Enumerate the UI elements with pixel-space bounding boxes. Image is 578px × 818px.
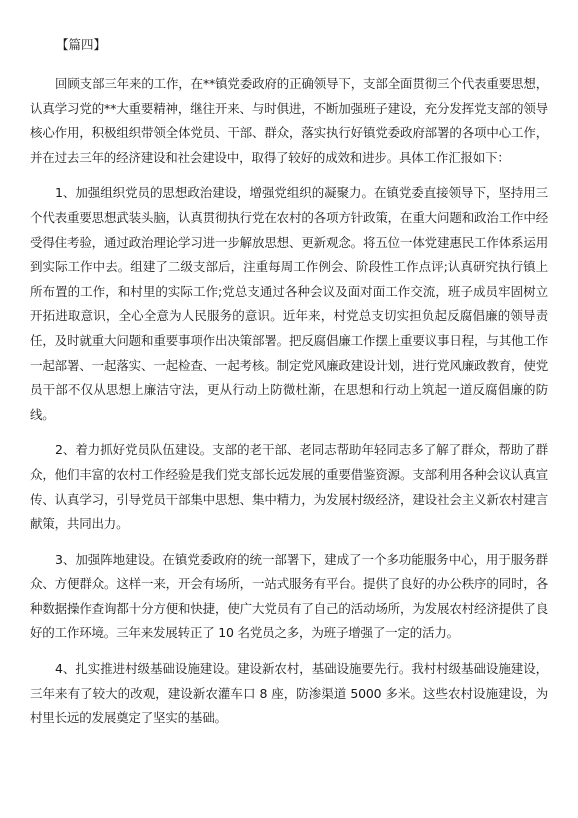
item-2-paragraph: 2、着力抓好党员队伍建设。支部的老干部、老同志帮助年轻同志多了解了群众，帮助了群众，他们丰富的农村工作经验是我们党支部长远发展的重要借鉴资源。支部利用各种会议认真宣传、认真学习，引导党员干部集中思想、集中精力，为发展村级经济，建设社会主义新农村建言献策，共同出力。 (30, 442, 548, 532)
item-1-paragraph: 1、加强组织党员的思想政治建设，增强党组织的凝聚力。在镇党委直接领导下，坚持用三个代表重要思想武装头脑，认真贯彻执行党在农村的各项方针政策，在重大问题和政治工作中经受得住考验，通过政治理论学习进一步解放思想、更新观念。将五位一体党建惠民工作体系运用到实际工作中去。组建了二级支部后，注重每周工作例会、阶段性工作点评;认真研究执行镇上所布置的工作，和村里的实际工作;党总支通过各种会议及面对面工作交流，班子成员牢固树立开拓进取意识，全心全意为人民服务的意识。近年来，村党总支切实担负起反腐倡廉的领导责任，及时就重大问题和重要事项作出决策部署。把反腐倡廉工作摆上重要议事日程，与其他工作一起部署、一起落实、一起检查、一起考核。制定党风廉政建设计划，进行党风廉政教育，使党员干部不仅从思想上廉洁守法，更从行动上防微杜渐，在思想和行动上筑起一道反腐倡廉的防线。 (30, 185, 548, 422)
item-4-paragraph: 4、扎实推进村级基础设施建设。建设新农村，基础设施要先行。我村村级基础设施建设，三年来有了较大的改观，建设新农灌车口 8 座，防渗渠道 5000 多米。这些农村设施建设，为村里长远的发展奠定了坚实的基础。 (30, 661, 548, 726)
section-heading: 【篇四】 (56, 37, 107, 52)
item-3-paragraph: 3、加强阵地建设。在镇党委政府的统一部署下，建成了一个多功能服务中心，用于服务群众、方便群众。这样一来，开会有场所，一站式服务有平台。提供了良好的办公秩序的同时，各种数据操作查询都十分方便和快捷，使广大党员有了自己的活动场所，为发展农村经济提供了良好的工作环境。三年来发展转正了 10 名党员之多，为班子增强了一定的活力。 (30, 551, 548, 641)
intro-paragraph: 回顾支部三年来的工作，在**镇党委政府的正确领导下，支部全面贯彻三个代表重要思想，认真学习党的**大重要精神，继往开来、与时俱进，不断加强班子建设，充分发挥党支部的领导核心作用，积极组织带领全体党员、干部、群众，落实执行好镇党委政府部署的各项中心工作，并在过去三年的经济建设和社会建设中，取得了较好的成效和进步。具体工作汇报如下： (30, 76, 548, 165)
